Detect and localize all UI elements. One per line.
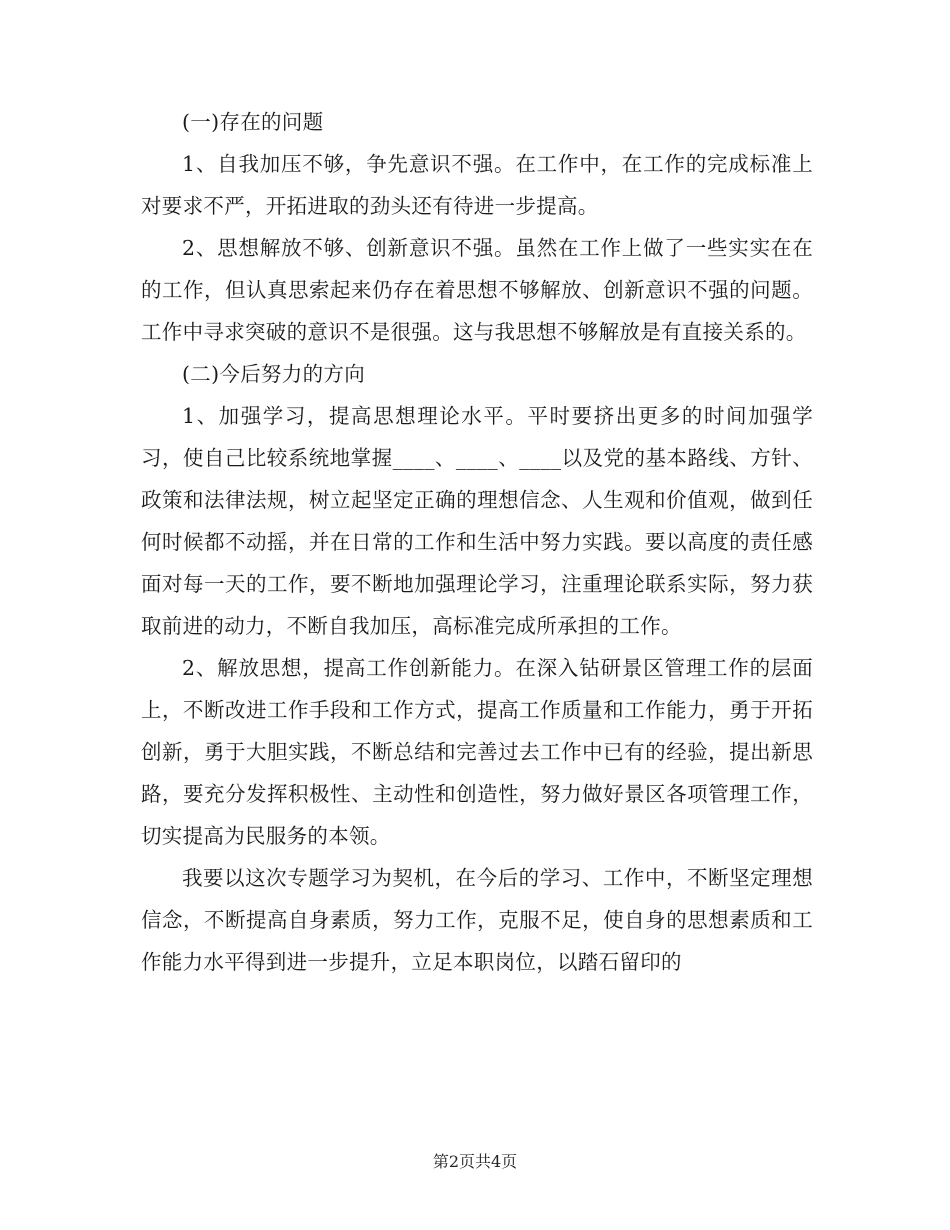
document-body bbox=[141, 101, 813, 983]
paragraph-problem-2: 2、思想解放不够、创新意识不强。虽然在工作上做了一些实实在在的工作，但认真思索起来仍存在着思想不够解放、创新意识不强的问题。工作中寻求突破的意识不是很强。这与我思想不够解放是有直接关系的。 bbox=[141, 236, 813, 344]
section-heading-direction: (二)今后努力的方向 bbox=[182, 362, 365, 386]
paragraph-direction-2: 2、解放思想，提高工作创新能力。在深入钻研景区管理工作的层面上，不断改进工作手段和工作方式，提高工作质量和工作能力，勇于开拓创新，勇于大胆实践，不断总结和完善过去工作中已有的经验，提出新思路，要充分发挥积极性、主动性和创造性，努力做好景区各项管理工作，切实提高为民服务的本领。 bbox=[141, 656, 813, 848]
section-heading-problems: (一)存在的问题 bbox=[182, 110, 324, 134]
paragraph-direction-1: 1、加强学习，提高思想理论水平。平时要挤出更多的时间加强学习，使自己比较系统地掌握____、____、____以及党的基本路线、方针、政策和法律法规，树立起坚定正确的理想信念、人生观和价值观，做到任何时候都不动摇，并在日常的工作和生活中努力实践。要以高度的责任感面对每一天的工作，要不断地加强理论学习，注重理论联系实际，努力获取前进的动力，不断自我加压，高标准完成所承担的工作。 bbox=[141, 404, 813, 638]
paragraph-problem-1: 1、自我加压不够，争先意识不强。在工作中，在工作的完成标准上对要求不严，开拓进取的劲头还有待进一步提高。 bbox=[141, 152, 813, 218]
page-footer: 第2页共4页 bbox=[432, 1152, 518, 1171]
paragraph-conclusion: 我要以这次专题学习为契机，在今后的学习、工作中，不断坚定理想信念，不断提高自身素质，努力工作，克服不足，使自身的思想素质和工作能力水平得到进一步提升，立足本职岗位，以踏石留印的 bbox=[141, 866, 813, 974]
